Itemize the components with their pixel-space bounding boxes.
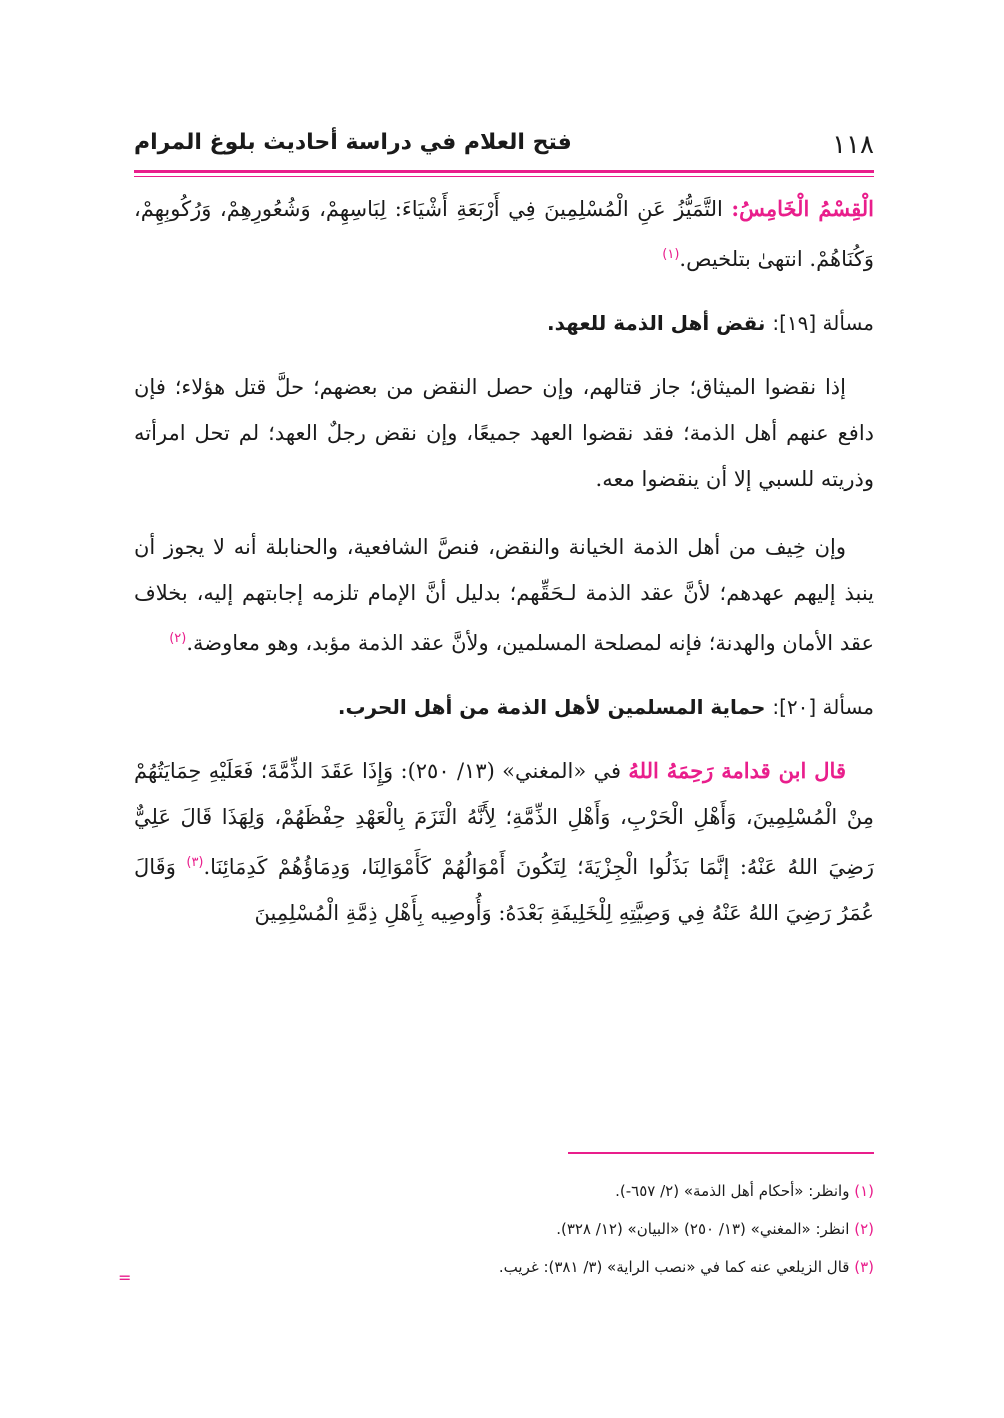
paragraph-text: وإن خِيف من أهل الذمة الخيانة والنقض، فنصَّ الشافعية، والحنابلة أنه لا يجوز أن ينبذ إليهم عهدهم؛ لأنَّ عقد الذمة لـحَقِّهم؛ بدليل أنَّ الإمام تلزمه إجابتهم إليه، بخلاف عقد الأمان والهدنة؛ فإنه لمصلحة المسلمين، ولأنَّ عقد الذمة مؤبد، وهو معاوضة.: [134, 535, 874, 655]
page-body: [134, 186, 874, 936]
footnote-separator: [568, 1152, 874, 1154]
footnote-label: (٣): [854, 1258, 874, 1276]
issue-label: مسألة [٢٠]:: [772, 695, 874, 719]
footnote-ref-3[interactable]: (٣): [186, 855, 204, 870]
issue-label: مسألة [١٩]:: [772, 311, 874, 335]
footnote-label: (٢): [854, 1220, 874, 1238]
issue-title: نقض أهل الذمة للعهد.: [546, 311, 773, 335]
footnote-label: (١): [854, 1182, 874, 1200]
heading-issue-19: [134, 300, 874, 346]
footnote-ref-1[interactable]: (١): [662, 247, 680, 262]
footnotes: [134, 1172, 874, 1286]
paragraph-breach: إذا نقضوا الميثاق؛ جاز قتالهم، وإن حصل النقض من بعضهم؛ حلَّ قتل هؤلاء؛ فإن دافع عنهم أهل الذمة؛ فقد نقضوا العهد جميعًا، وإن نقض رجلٌ العهد؛ لم تحل امرأته وذريته للسبي إلا أن ينقضوا معه.: [134, 375, 874, 491]
footnote-text: انظر: «المغني» (١٣/ ٢٥٠) «البيان» (١٢/ ٣٢٨).: [556, 1220, 855, 1238]
footnote-3: [134, 1248, 874, 1286]
page-header: [134, 128, 874, 164]
paragraph-ibn-qudama-quote: [134, 748, 874, 936]
footnote-text: قال الزيلعي عنه كما في «نصب الراية» (٣/ ٣٨١): غريب.: [498, 1258, 855, 1276]
header-rule-thick: [134, 170, 874, 173]
issue-title: حماية المسلمين لأهل الذمة من أهل الحرب.: [337, 695, 773, 719]
paragraph-text: التَّمَيُّزُ عَنِ الْمُسْلِمِينَ فِي أَرْبَعَةِ أَشْيَاءَ: لِبَاسِهِمْ، وَشُعُورِهِمْ، وَرُكُوبِهِمْ، وَكُنَاهُمْ. انتهىٰ بتلخيص.: [134, 197, 874, 271]
section-lead: الْقِسْمُ الْخَامِسُ:: [731, 196, 874, 221]
footnote-1: [134, 1172, 874, 1210]
quote-text-a: في «المغني» (١٣/ ٢٥٠): وَإِذَا عَقَدَ الذِّمَّةَ؛ فَعَلَيْهِ حِمَايَتُهُمْ مِنْ الْمُسْلِمِينَ، وَأَهْلِ الْحَرْبِ، وَأَهْلِ الذِّمَّةِ؛ لِأَنَّهُ الْتَزَمَ بِالْعَهْدِ حِفْظَهُمْ، وَلِهَذَا قَالَ عَلِيٌّ رَضِيَ اللهُ عَنْهُ: إنَّمَا بَذَلُوا الْجِزْيَةَ؛ لِتَكُونَ أَمْوَالُهُمْ كَأَمْوَالِنَا، وَدِمَاؤُهُمْ كَدِمَائِنَا.: [134, 759, 874, 879]
continuation-mark: =: [118, 1268, 132, 1287]
header-rule-thin: [134, 176, 874, 177]
footnote-text: وانظر: «أحكام أهل الذمة» (٢/ ٦٥٧-).: [615, 1182, 855, 1200]
quote-text-b: وَقَالَ عُمَرُ رَضِيَ اللهُ عَنْهُ فِي وَصِيَّتِهِ لِلْخَلِيفَةِ بَعْدَهُ: وَأُوصِيه بِأَهْلِ ذِمَّةِ الْمُسْلِمِينَ: [134, 855, 874, 925]
quote-lead: قال ابن قدامة رَحِمَهُ اللهُ: [628, 758, 846, 783]
heading-issue-20: [134, 684, 874, 730]
paragraph-fifth-section: [134, 186, 874, 282]
paragraph-fear-of-betrayal: [134, 524, 874, 666]
page-number: ١١٨: [832, 130, 874, 160]
book-title: فتح العلام في دراسة أحاديث بلوغ المرام: [134, 130, 572, 155]
footnote-ref-2[interactable]: (٢): [169, 631, 187, 646]
footnote-2: [134, 1210, 874, 1248]
